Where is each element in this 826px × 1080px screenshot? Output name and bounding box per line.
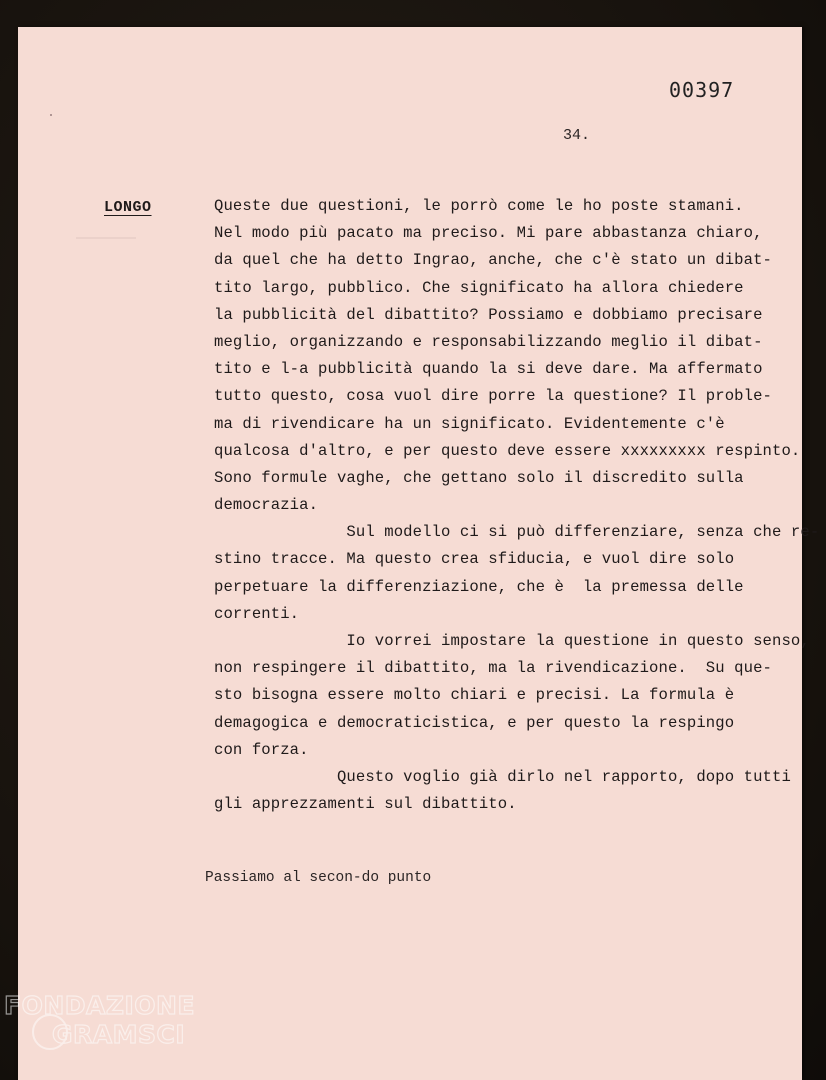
text-line: Nel modo più pacato ma preciso. Mi pare abbastanza chiaro, <box>214 224 763 243</box>
text-line: tito largo, pubblico. Che significato ha allora chiedere <box>214 278 744 297</box>
fondazione-gramsci-watermark <box>4 989 204 1059</box>
text-line: Sono formule vaghe, che gettano solo il discredito sulla <box>214 468 744 487</box>
text-line: perpetuare la differenziazione, che è la premessa delle <box>214 577 744 596</box>
text-line: tutto questo, cosa vuol dire porre la questione? Il proble- <box>214 387 773 406</box>
text-line: Questo voglio già dirlo nel rapporto, dopo tutti <box>214 767 791 786</box>
bleed-through-mark <box>76 227 136 239</box>
page-number: 34. <box>563 127 591 144</box>
closing-line: Passiamo al secon-do punto <box>205 870 432 886</box>
text-line: non respingere il dibattito, ma la rivendicazione. Su que- <box>214 659 773 678</box>
text-line: demagogica e democraticistica, e per questo la respingo <box>214 713 735 732</box>
text-line: democrazia. <box>214 496 319 515</box>
text-line: stino tracce. Ma questo crea sfiducia, e vuol dire solo <box>214 550 735 569</box>
text-line: sto bisogna essere molto chiari e precisi. La formula è <box>214 686 735 705</box>
text-line: Io vorrei impostare la questione in questo senso, <box>214 632 810 650</box>
text-line: tito e l-a pubblicità quando la si deve dare. Ma affermato <box>214 360 763 379</box>
document-number: 00397 <box>669 78 735 102</box>
text-line: Queste due questioni, le porrò come le ho poste stamani. <box>214 197 744 215</box>
text-line: ma di rivendicare ha un significato. Evidentemente c'è <box>214 414 725 433</box>
speaker-name: LONGO <box>104 199 152 216</box>
text-line: con forza. <box>214 740 309 759</box>
watermark-line2: GRAMSCI <box>52 1020 186 1049</box>
speech-paragraphs <box>214 193 820 818</box>
text-line: la pubblicità del dibattito? Possiamo e dobbiamo precisare <box>214 305 763 324</box>
watermark-line1: FONDAZIONE <box>4 991 196 1020</box>
text-line: correnti. <box>214 604 300 623</box>
document-page <box>18 27 820 1080</box>
text-line: da quel che ha detto Ingrao, anche, che c'è stato un dibat- <box>214 251 773 270</box>
text-line: qualcosa d'altro, e per questo deve essere xxxxxxxxx respinto. <box>214 441 801 460</box>
text-line: gli apprezzamenti sul dibattito. <box>214 795 517 814</box>
text-line: meglio, organizzando e responsabilizzando meglio il dibat- <box>214 332 763 351</box>
dust-speck <box>50 114 52 116</box>
text-line: Sul modello ci si può differenziare, senza che re- <box>214 523 820 542</box>
